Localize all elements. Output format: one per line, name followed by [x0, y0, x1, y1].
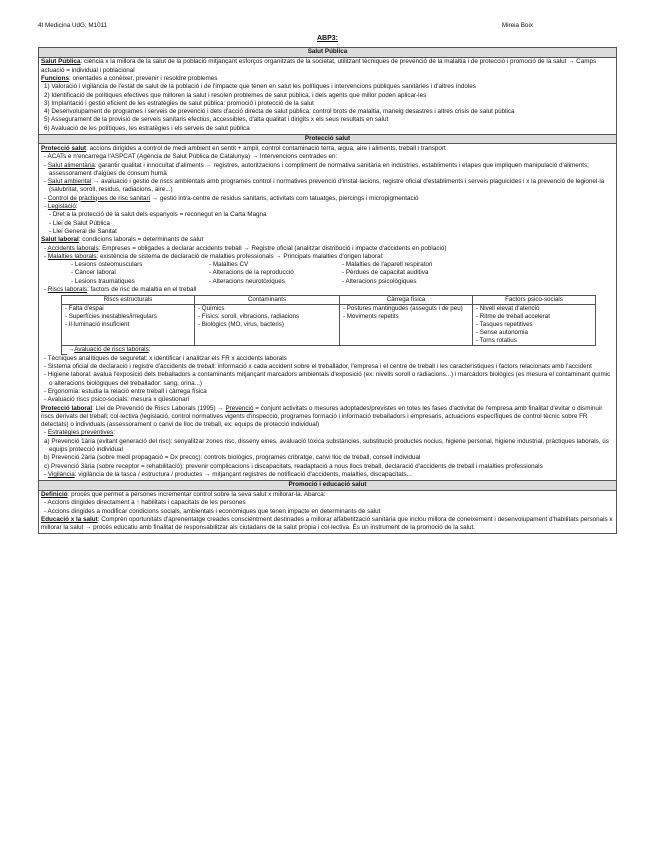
colon: :: [75, 203, 78, 211]
section-salut-publica: [39, 58, 616, 134]
bullet: -: [44, 371, 48, 379]
header-author: Mireia Boix: [501, 22, 533, 29]
cell-item: - Ritme de treball accelerat: [476, 312, 550, 320]
section-promocio: [39, 491, 616, 533]
bullet: -: [44, 396, 48, 404]
term-text: : Llei de Prevenció de Riscs Laborals (1995) →: [92, 404, 226, 412]
term-label: Educació x la salut: [41, 516, 98, 524]
term-text: : condicions laborals = determinants de salut: [78, 236, 204, 244]
estrategia-item: c) Prevenció 3ària (sobre receptor = rehabilitació): prevenir complicacions i discapacitats, readaptació a nous llocs treball, declaració d'accidents de treball i malalties professionals: [44, 462, 543, 470]
term-text: → avaluació i gestió de riscs ambientals amb programes control i normatives prevenció d'instal·lacions, registre oficial d'establiments i serveis plaguicides i x la prevenció de legionel·la (salubritat, soroll, residus, radiacions, aire...): [49, 178, 605, 194]
term-text: : accions dirigides a control de medi ambient en sentit + ampli, control contaminació terra, aigua, aire i aliments, treball i transport: [86, 144, 446, 152]
term-text: : Comprèn oportunitats d'aprenentatge creades conscientment destinades a millorar alfabetització sanitària que inclou millora de coneixement i desenvolupament d'habilitats personals x millorar la salut → procés educatiu amb finalitat de responsabilitzar als ciutadans de la salut pròpia i col·lectiva. És un instrument de la promoció de la salut.: [41, 516, 613, 532]
section-bar-proteccio: Protecció salut: [39, 134, 616, 145]
header-course: 4t Medicina UdG; M1011: [38, 22, 108, 29]
cell-item: - Il·luminació insuficient: [65, 320, 130, 328]
bullet: -: [44, 203, 48, 211]
term-text: : orientades a conèixer, prevenir i resoldre problemes: [69, 74, 218, 82]
term-label: Malalties laborals: [47, 252, 97, 260]
bullet: -: [49, 211, 53, 219]
item-text: Llei General de Sanitat: [52, 227, 117, 235]
bullet: -: [44, 286, 48, 293]
function-item: 2) Identificació de polítiques efectives que milloren la salut i resolen problemes de salut pública, i dels agents que millor poden aplicar-les: [44, 91, 427, 99]
cell-item: - Superfícies inestables/irregulars: [65, 312, 157, 320]
cell-item: - Físics: soroll, vibracions, radiacions: [198, 312, 300, 320]
accidents-laborals-line: [41, 245, 614, 253]
functions-line: [41, 75, 614, 83]
malaltia-item: - Alteracions de la reproducció: [209, 269, 294, 277]
table-cell: [195, 304, 340, 345]
bullet: -: [44, 499, 48, 507]
bullet: -: [44, 178, 48, 186]
estrategia-item: a) Prevenció 1ària (evitant generació del risc): senyalitzar zones risc, disseny eines, avaluació tòxica substàncies, substitució productes nocius, higiene personal, higiene industrial, pràctiques laborals, ús equips protecció individual: [44, 437, 609, 454]
promocio-item: - Accions dirigides a modificar condicions socials, ambientals i econòmiques que tenen impacte en determinants de salut: [44, 507, 381, 515]
malaltia-item: - Malalties de l'aparell respiratori: [342, 261, 433, 269]
cell-item: - Nivell elevat d'atenció: [476, 304, 540, 312]
promocio-item: - Accions dirigides directament a ↑ habilitats i capacitats de les persones: [44, 499, 246, 507]
page-header: [38, 22, 617, 30]
term-label: Vigilància: [47, 470, 75, 478]
cell-item: - Químics: [198, 304, 225, 312]
term-text: : vigilància de la tasca / estructura / productes → mitjançant registres de notificació d'accidents, malalties, discapacitats...: [74, 470, 412, 478]
colon: :: [113, 429, 116, 437]
cell-item: - Sense autonomia: [476, 328, 528, 336]
definition-salut-publica: [41, 58, 614, 75]
bullet: -: [44, 252, 48, 260]
table-row: [62, 304, 596, 345]
bullet: -: [44, 507, 48, 515]
term-label: Protecció laboral: [41, 404, 93, 412]
bullet: -: [44, 161, 48, 169]
bullet: -: [44, 194, 48, 202]
term-text: = conjunt activitats o mesures adoptades/previstes en totes les fases d'activitat de l'empresa amb finalitat d'evitar o disminuir riscs derivats del treball; col·lectiva (legislació, control normatives vigents d'inspecció, programes formació i informació treballadors i empresaris, actuacions específiques de control tècnic sobre FR detectats) o individuals (assessorament o canvi de lloc de treball, ex: equips de protecció individual): [41, 404, 603, 429]
malaltia-item: - Alteracions psicològiques: [342, 277, 417, 285]
bullet: -: [44, 363, 48, 371]
estrategia-item: b) Prevenció 2ària (sobre medi propagació = Dx precoç): controls biològics, programes cribratge, canvi lloc de treball, consell individual: [44, 454, 421, 462]
table-cell: [340, 304, 473, 345]
term-label: Protecció salut: [41, 144, 87, 152]
function-item: 1) Valoració i vigilància de l'estat de salut de la població i de l'impacte que tenen en salut les polítiques i intervencions públiques sanitàries i d'altres índoles: [44, 83, 476, 91]
acats-line: [41, 153, 614, 161]
avaluacio-item: - Sistema oficial de declaració i registre d'accidents de treball: informació x cada accident sobre el treballador, l'empresa i el centre de treball i les característiques i factors relacionats amb l'accident: [44, 363, 592, 371]
term-label: Funcions: [41, 74, 69, 82]
legislacio-item: [41, 228, 614, 236]
bullet: -: [44, 387, 48, 395]
term-label: Prevenció: [225, 404, 254, 412]
term-label: Control de pràctiques de risc sanitari: [47, 194, 151, 202]
definition-promocio: [41, 491, 614, 499]
malalties-grid: [41, 261, 614, 286]
estrategies-line: [41, 429, 614, 437]
cell-item: - Biològics (MO, virus, bacteris): [198, 320, 284, 328]
term-label: Salut alimentària: [47, 161, 95, 169]
term-label: Salut Pública: [41, 58, 81, 66]
malaltia-item: - Alteracions neurotòxiques: [209, 277, 285, 285]
term-text: : Empreses = obligades a declarar accidents treball → Registre oficial (analitzar distribució i impacte d'accidents en població): [98, 244, 447, 252]
cell-item: - Tasques repetitives: [476, 320, 533, 328]
term-label: Legislació: [47, 203, 76, 211]
malaltia-item: - Lesions traumàtiques: [71, 277, 135, 285]
bullet: -: [44, 244, 48, 252]
riscs-laborals-line: [41, 286, 614, 294]
malaltia-item: - Lesions osteomusculars: [71, 261, 143, 269]
term-text: : procés que permet a persones incrementar control sobre la seva salut x millorar-la. Abarca:: [67, 491, 326, 499]
item-text: Dret a la protecció de la salut dels espanyols = reconegut en la Carta Magna: [52, 211, 267, 219]
cell-item: - Torns rotatius: [476, 336, 517, 344]
term-text: : factors de risc de malaltia en el treball: [87, 286, 197, 293]
table-cell: [473, 304, 596, 345]
table-header: Factors psico-socials: [473, 295, 596, 304]
arrow-icon: →: [68, 345, 75, 353]
term-label: Riscs laborals: [47, 286, 88, 293]
item-text: Llei de Salut Pública: [52, 219, 110, 227]
section-bar-promocio: Promoció i educació salut: [39, 480, 616, 491]
table-header: Contaminants: [195, 295, 340, 304]
avaluacio-riscs-line: [41, 346, 614, 355]
connector-line: [61, 346, 67, 355]
riscs-table: [61, 295, 596, 346]
definition-proteccio: [41, 145, 614, 153]
table-header: Riscs estructurals: [62, 295, 195, 304]
legislacio-line: [41, 203, 614, 211]
bullet: -: [44, 429, 48, 437]
acats-text: ACATs e n'encarrega l'ASPCAT (Agència de Salut Pública de Catalunya) → Intervencions centrades en:: [47, 153, 338, 161]
function-item: 5) Assegurament de la provisió de serveis sanitaris efectius, accessibles, d'alta qualitat i dirigits x els seus resultats en salut: [44, 116, 389, 124]
term-label: Salut laboral: [41, 236, 79, 244]
malaltia-item: - Pèrdues de capacitat auditiva: [342, 269, 429, 277]
bullet: -: [44, 470, 48, 478]
bullet: -: [49, 227, 53, 235]
salut-laboral-line: [41, 236, 614, 244]
salut-alimentaria-line: [41, 162, 614, 179]
avaluacio-item: - Tècniques analítiques de seguretat: x identificar i analitzar els FR x accidents laborals: [44, 354, 287, 362]
function-item: 3) Implantació i gestió eficient de les estratègies de salut pública: promoció i protecció de la salut: [44, 99, 314, 107]
table-header-row: [62, 295, 596, 304]
colon: :: [148, 345, 151, 353]
table-header: Càrrega física: [340, 295, 473, 304]
term-text: : ciència x la millora de la salut de la població mitjançant esforços organitzats de la societat, utilitzant tècniques de prevenció de la malaltia i de protecció i promoció de la salut → Camps actuació = individual i poblacional: [41, 58, 597, 74]
term-label: Avaluació de riscs laborals: [74, 345, 149, 353]
legislacio-item: [41, 211, 614, 219]
term-label: Accidents laborals: [47, 244, 99, 252]
avaluacio-item: - Ergonomia: estudia la relació entre treball i càrrega física: [44, 387, 207, 395]
term-text: → gestió intra-centre de residus sanitaris, activitats com tatuatges, piercings i micropigmentació: [150, 194, 419, 202]
bullet: -: [44, 354, 48, 362]
term-label: Estratègies preventives: [47, 429, 114, 437]
malalties-laborals-line: [41, 253, 614, 261]
control-practiques-line: [41, 195, 614, 203]
term-label: Definició: [41, 491, 68, 499]
function-item: 4) Desenvolupament de programes i serveis de prevenció i dels d'acció directa de salut pública: control brots de malaltia, maneig desastres i altres crisis de salut pública: [44, 108, 515, 116]
section-proteccio: [39, 144, 616, 479]
avaluacio-item: - Higiene laboral: avalua l'exposició dels treballadors a contaminants mitjançant marcadors ambientals d'exposició (ex: nivells soroll o radiacions...) i marcadors biològics (es mesura el contaminant químic o alteracions biològiques del treballador: sang, orina...): [44, 371, 611, 387]
legislacio-item: [41, 220, 614, 228]
salut-ambiental-line: [41, 178, 614, 195]
section-bar-salut-publica: Salut Pública: [39, 48, 616, 58]
term-text: : garantir qualitat i innocuïtat d'aliments → registres, autoritzacions i compliment de normativa sanitària en indústries, establiments i etapes que impliquen manipulació d'aliments; assessorament d'aigües de consum humà: [49, 161, 589, 177]
cell-item: - Moviments repetits: [343, 312, 399, 320]
proteccio-laboral-line: [41, 405, 614, 430]
document-title: ABP3:: [316, 35, 338, 42]
term-label: Salut ambiental: [47, 178, 92, 186]
term-text: : existència de sistema de declaració de malalties professionals → Principals malalties d'origen laboral:: [96, 252, 384, 260]
function-item: 6) Avaluació de les polítiques, les estratègies i els serveis de salut pública: [44, 124, 250, 132]
avaluacio-item: - Avaluació riscs psico-socials: mesura x qüestionari: [44, 396, 190, 404]
notes-box: [38, 47, 617, 534]
bullet: -: [44, 153, 48, 161]
table-cell: [62, 304, 195, 345]
cell-item: - Postures mantingudes (asseguts i de peu): [343, 304, 463, 312]
educacio-salut-line: [41, 516, 614, 533]
cell-item: - Falta d'espai: [65, 304, 104, 312]
vigilancia-line: [41, 471, 614, 479]
bullet: -: [49, 219, 53, 227]
malaltia-item: - Malalties CV: [209, 261, 249, 269]
malaltia-item: - Càncer laboral: [71, 269, 116, 277]
